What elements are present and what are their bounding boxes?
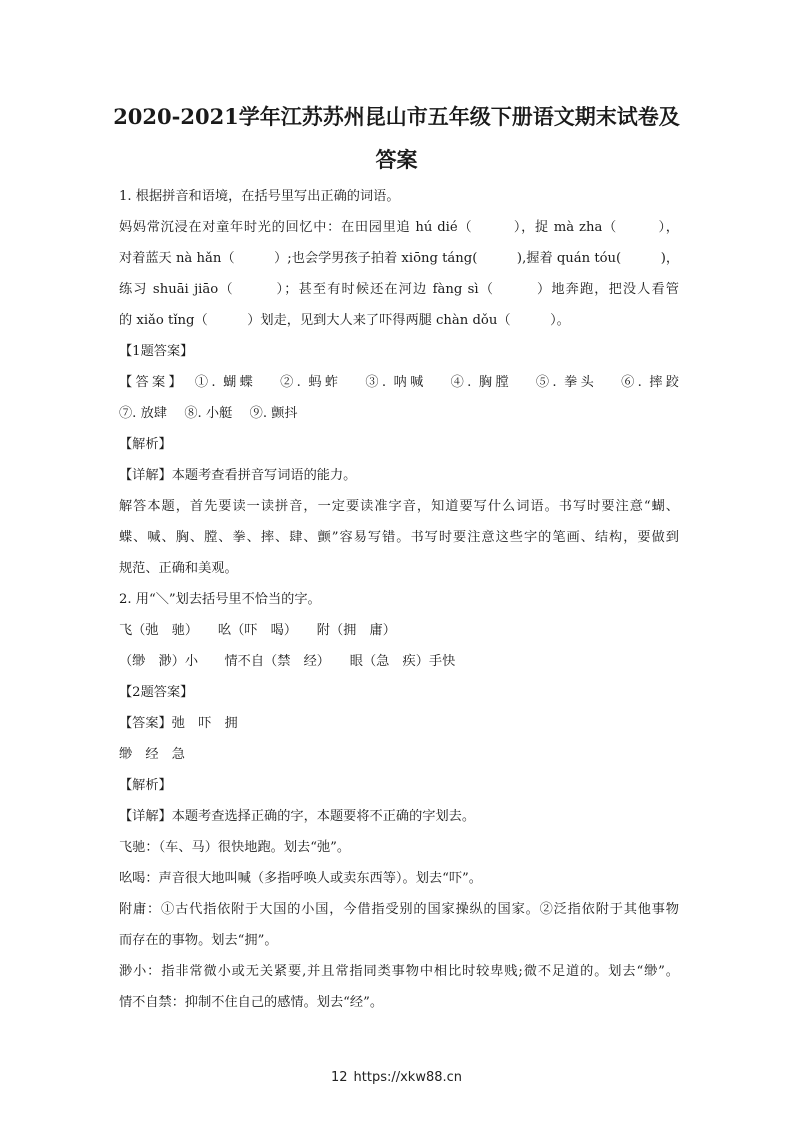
page-number: 12 — [330, 1070, 348, 1085]
explanation-line: 规范、正确和美观。 — [119, 561, 238, 576]
answer-line: ⑦. 放肆 ⑧. 小艇 ⑨. 颤抖 — [119, 406, 298, 421]
explanation-line: 附庸：①古代指依附于大国的小国，今借指受别的国家操纵的国家。②泛指依附于其他事物 — [119, 902, 679, 917]
question-1-text-line: 对着蓝天 nà hǎn（ ）;也会学男孩子拍着 xiōng táng( ),握着 quán tóu( )， — [119, 251, 679, 266]
answer-heading: 【1题答案】 — [119, 344, 194, 359]
question-1-text-line: 练习 shuāi jiāo（ ）；甚至有时候还在河边 fàng sì（ ）地奔跑，把没人看管 — [119, 282, 679, 297]
explanation-line: 吆喝：声音很大地叫喊（多指呼唤人或卖东西等）。划去“吓”。 — [119, 871, 482, 886]
answer-line: 【答案】弛 吓 拥 — [119, 716, 238, 731]
page-title-line-2: 答案 — [375, 147, 418, 172]
question-1-text-line: 的 xiǎo tǐng（ ）划走，见到大人来了吓得两腿 chàn dǒu（ ）。 — [119, 313, 570, 328]
answer-heading: 【2题答案】 — [119, 685, 194, 700]
explanation-line: 飞驰：（车、马）很快地跑。划去“弛”。 — [119, 840, 351, 855]
question-1-text-line: 妈妈常沉浸在对童年时光的回忆中：在田园里追 hú dié（ ），捉 mà zha（ ）， — [119, 220, 679, 235]
detail-line: 【详解】本题考查选择正确的字，本题要将不正确的字划去。 — [119, 809, 476, 824]
question-2-items: （缈 渺）小 情不自（禁 经） 眼（急 疾）手快 — [119, 654, 456, 669]
question-2-items: 飞（弛 驰） 吆（吓 喝） 附（拥 庸） — [119, 623, 396, 638]
detail-line: 【详解】本题考查看拼音写词语的能力。 — [119, 468, 357, 483]
page-footer — [0, 1070, 793, 1085]
analysis-heading: 【解析】 — [119, 437, 172, 452]
question-1-prompt: 1. 根据拼音和语境，在括号里写出正确的词语。 — [119, 189, 400, 204]
answer-line: 缈 经 急 — [119, 747, 185, 762]
page-title-line-1: 2020-2021学年江苏苏州昆山市五年级下册语文期末试卷及 — [113, 104, 680, 129]
answer-line: 【答案】 ①. 蝴蝶 ②. 蚂蚱 ③. 呐喊 ④. 胸膛 ⑤. 拳头 ⑥. 摔跤 — [119, 375, 679, 390]
question-2-prompt: 2. 用“＼”划去括号里不恰当的字。 — [119, 592, 321, 607]
explanation-line: 情不自禁：抑制不住自己的感情。划去“经”。 — [119, 995, 384, 1010]
source-link[interactable]: https://xkw88.cn — [353, 1070, 463, 1085]
explanation-line: 蝶、喊、胸、膛、拳、摔、肆、颤”容易写错。书写时要注意这些字的笔画、结构，要做到 — [119, 530, 679, 545]
explanation-line: 解答本题，首先要读一读拼音，一定要读准字音，知道要写什么词语。书写时要注意“蝴、 — [119, 499, 679, 514]
explanation-line: 而存在的事物。划去“拥”。 — [119, 933, 278, 948]
analysis-heading: 【解析】 — [119, 778, 172, 793]
explanation-line: 渺小：指非常微小或无关紧要,并且常指同类事物中相比时较卑贱;微不足道的。划去“缈”。 — [119, 964, 679, 979]
document-body — [119, 181, 679, 1018]
